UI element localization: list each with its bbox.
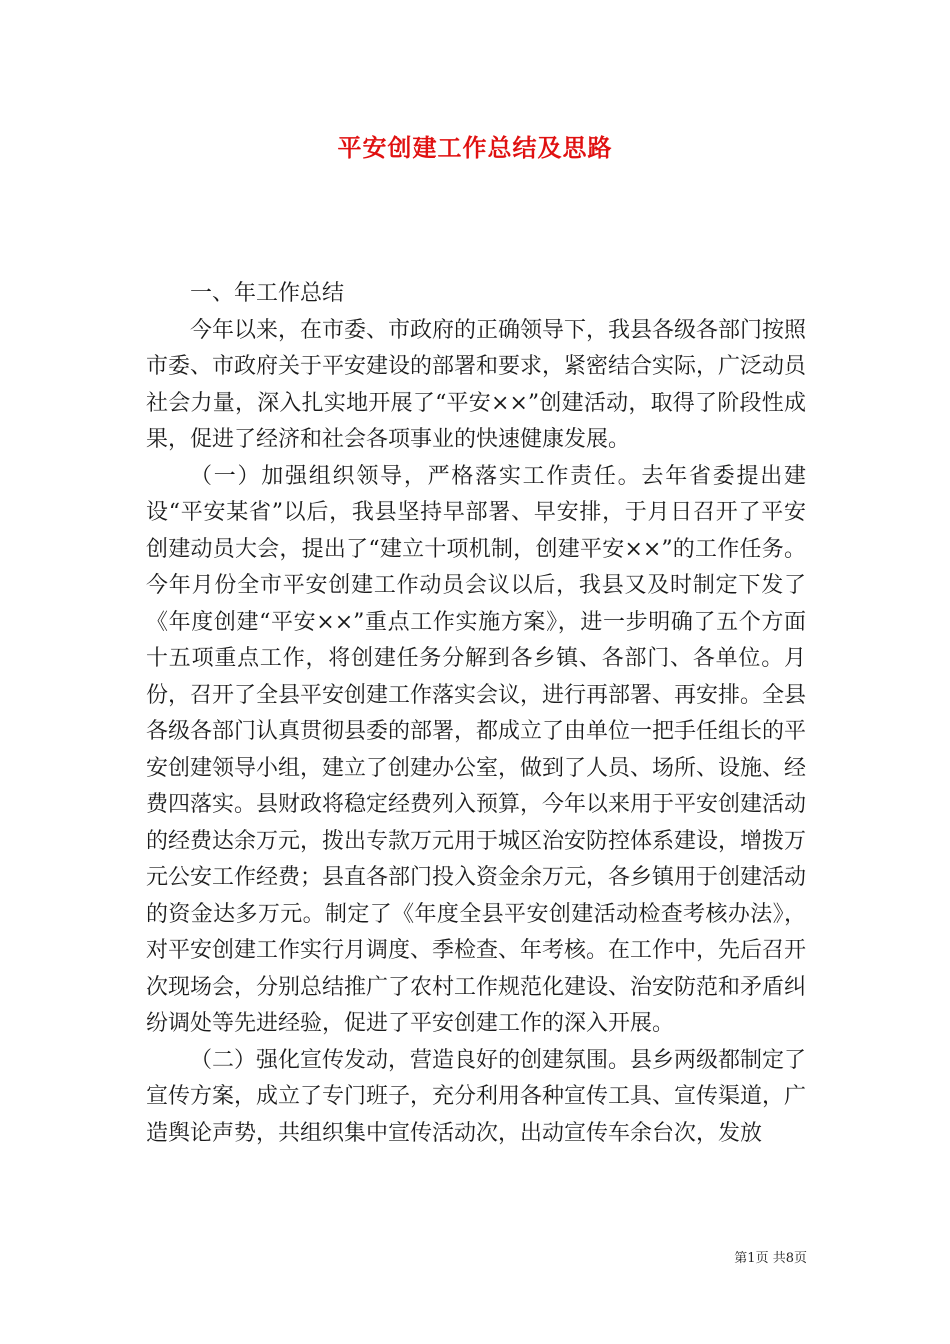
paragraph-intro: 今年以来，在市委、市政府的正确领导下，我县各级各部门按照市委、市政府关于平安建设的部署和要求，紧密结合实际，广泛动员社会力量，深入扎实地开展了“平安××”创建活动，取得了阶段性成果，促进了经济和社会各项事业的快速健康发展。 [146,317,807,452]
footer-current-page: 1 [747,1251,756,1266]
section-heading: 一、年工作总结 [190,281,345,306]
footer-prefix: 第 [734,1251,748,1266]
document-title: 平安创建工作总结及思路 [337,133,613,162]
footer-total-pages: 8 [785,1251,794,1266]
document-body [146,276,806,1152]
paragraph-publicity: （二）强化宣传发动，营造良好的创建氛围。县乡两级都制定了宣传方案，成立了专门班子，充分利用各种宣传工具、宣传渠道，广造舆论声势，共组织集中宣传活动次，出动宣传车余台次，发放 [146,1047,807,1146]
page-number-footer [734,1247,807,1266]
footer-suffix: 页 [793,1251,807,1266]
paragraph-organization: （一）加强组织领导，严格落实工作责任。去年省委提出建设“平安某省”以后，我县坚持早部署、早安排，于月日召开了平安创建动员大会，提出了“建立十项机制，创建平安××”的工作任务。今年月份全市平安创建工作动员会议以后，我县又及时制定下发了《年度创建“平安××”重点工作实施方案》，进一步明确了五个方面十五项重点工作，将创建任务分解到各乡镇、各部门、各单位。月份，召开了全县平安创建工作落实会议，进行再部署、再安排。全县各级各部门认真贯彻县委的部署，都成立了由单位一把手任组长的平安创建领导小组，建立了创建办公室，做到了人员、场所、设施、经费四落实。县财政将稳定经费列入预算，今年以来用于平安创建活动的经费达余万元，拨出专款万元用于城区治安防控体系建设，增拨万元公安工作经费；县直各部门投入资金余万元，各乡镇用于创建活动的资金达多万元。制定了《年度全县平安创建活动检查考核办法》，对平安创建工作实行月调度、季检查、年考核。在工作中，先后召开次现场会，分别总结推广了农村工作规范化建设、治安防范和矛盾纠纷调处等先进经验，促进了平安创建工作的深入开展。 [146,463,807,1036]
footer-middle: 页 共 [755,1251,786,1266]
